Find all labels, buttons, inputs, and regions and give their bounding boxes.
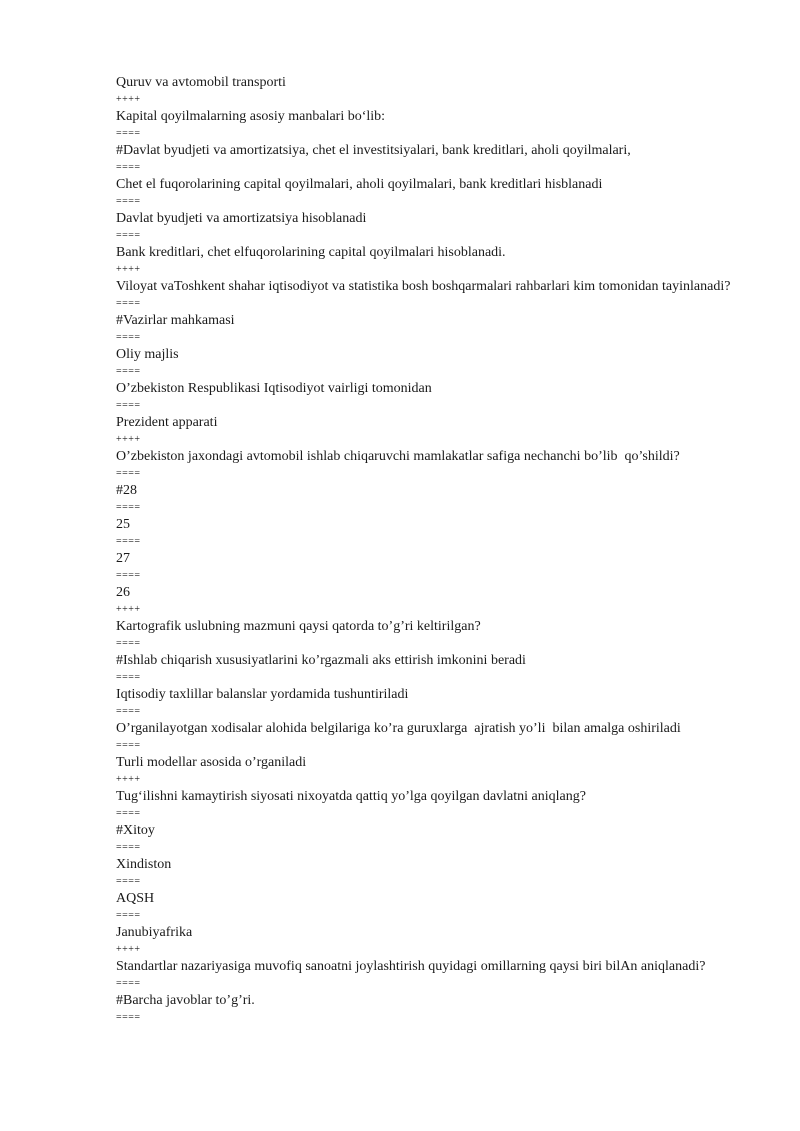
- answer-separator: ====: [116, 230, 141, 241]
- correct-answer-line: #Xitoy: [116, 823, 155, 838]
- answer-separator: ====: [116, 536, 141, 547]
- question-separator: ++++: [116, 604, 141, 615]
- answer-separator: ====: [116, 876, 141, 887]
- answer-separator: ====: [116, 978, 141, 989]
- text-line: O’zbekiston jaxondagi avtomobil ishlab chiqaruvchi mamlakatlar safiga nechanchi bo’lib qo’shildi?: [116, 449, 680, 464]
- answer-separator: ====: [116, 502, 141, 513]
- document-body: [116, 74, 746, 1026]
- text-line: Turli modellar asosida o’rganiladi: [116, 755, 307, 770]
- answer-separator: ====: [116, 740, 141, 751]
- answer-separator: ====: [116, 468, 141, 479]
- answer-separator: ====: [116, 570, 141, 581]
- text-line: O’zbekiston Respublikasi Iqtisodiyot vairligi tomonidan: [116, 381, 432, 396]
- text-line: Kartografik uslubning mazmuni qaysi qatorda to’g’ri keltirilgan?: [116, 619, 481, 634]
- text-line: Tug‘ilishni kamaytirish siyosati nixoyatda qattiq yo’lga qoyilgan davlatni aniqlang?: [116, 789, 586, 804]
- text-line: Prezident apparati: [116, 415, 218, 430]
- correct-answer-line: #Ishlab chiqarish xususiyatlarini ko’rgazmali aks ettirish imkonini beradi: [116, 653, 526, 668]
- text-line: Iqtisodiy taxlillar balanslar yordamida tushuntiriladi: [116, 687, 409, 702]
- text-line: Davlat byudjeti va amortizatsiya hisoblanadi: [116, 211, 367, 226]
- question-separator: ++++: [116, 264, 141, 275]
- text-line: Oliy majlis: [116, 347, 179, 362]
- answer-separator: ====: [116, 672, 141, 683]
- correct-answer-line: #Vazirlar mahkamasi: [116, 313, 235, 328]
- answer-separator: ====: [116, 162, 141, 173]
- text-line: AQSH: [116, 891, 155, 906]
- answer-separator: ====: [116, 366, 141, 377]
- answer-separator: ====: [116, 910, 141, 921]
- answer-separator: ====: [116, 808, 141, 819]
- correct-answer-line: #Davlat byudjeti va amortizatsiya, chet el investitsiyalari, bank kreditlari, aholi qoyilmalari,: [116, 143, 631, 158]
- text-line: Standartlar nazariyasiga muvofiq sanoatni joylashtirish quyidagi omillarning qaysi biri bilAn aniqlanadi?: [116, 959, 706, 974]
- text-line: 26: [116, 585, 130, 600]
- question-separator: ++++: [116, 434, 141, 445]
- question-separator: ++++: [116, 94, 141, 105]
- text-line: Viloyat vaToshkent shahar iqtisodiyot va statistika bosh boshqarmalari rahbarlari kim tomonidan tayinlanadi?: [116, 279, 731, 294]
- text-line: Bank kreditlari, chet elfuqorolarining capital qoyilmalari hisoblanadi.: [116, 245, 506, 260]
- correct-answer-line: #28: [116, 483, 137, 498]
- text-line: Kapital qoyilmalarning asosiy manbalari bo‘lib:: [116, 109, 386, 124]
- text-line: 27: [116, 551, 130, 566]
- correct-answer-line: #Barcha javoblar to’g’ri.: [116, 993, 255, 1008]
- text-line: Quruv va avtomobil transporti: [116, 75, 286, 90]
- question-separator: ++++: [116, 944, 141, 955]
- text-line: Janubiyafrika: [116, 925, 193, 940]
- text-line: O’rganilayotgan xodisalar alohida belgilariga ko’ra guruxlarga ajratish yo’li bilan amalga oshiriladi: [116, 721, 681, 736]
- text-line: 25: [116, 517, 130, 532]
- text-line: Chet el fuqorolarining capital qoyilmalari, aholi qoyilmalari, bank kreditlari hisblanadi: [116, 177, 603, 192]
- answer-separator: ====: [116, 842, 141, 853]
- answer-separator: ====: [116, 400, 141, 411]
- answer-separator: ====: [116, 128, 141, 139]
- answer-separator: ====: [116, 1012, 141, 1023]
- answer-separator: ====: [116, 196, 141, 207]
- answer-separator: ====: [116, 706, 141, 717]
- answer-separator: ====: [116, 638, 141, 649]
- answer-separator: ====: [116, 298, 141, 309]
- text-line: Xindiston: [116, 857, 172, 872]
- answer-separator: ====: [116, 332, 141, 343]
- question-separator: ++++: [116, 774, 141, 785]
